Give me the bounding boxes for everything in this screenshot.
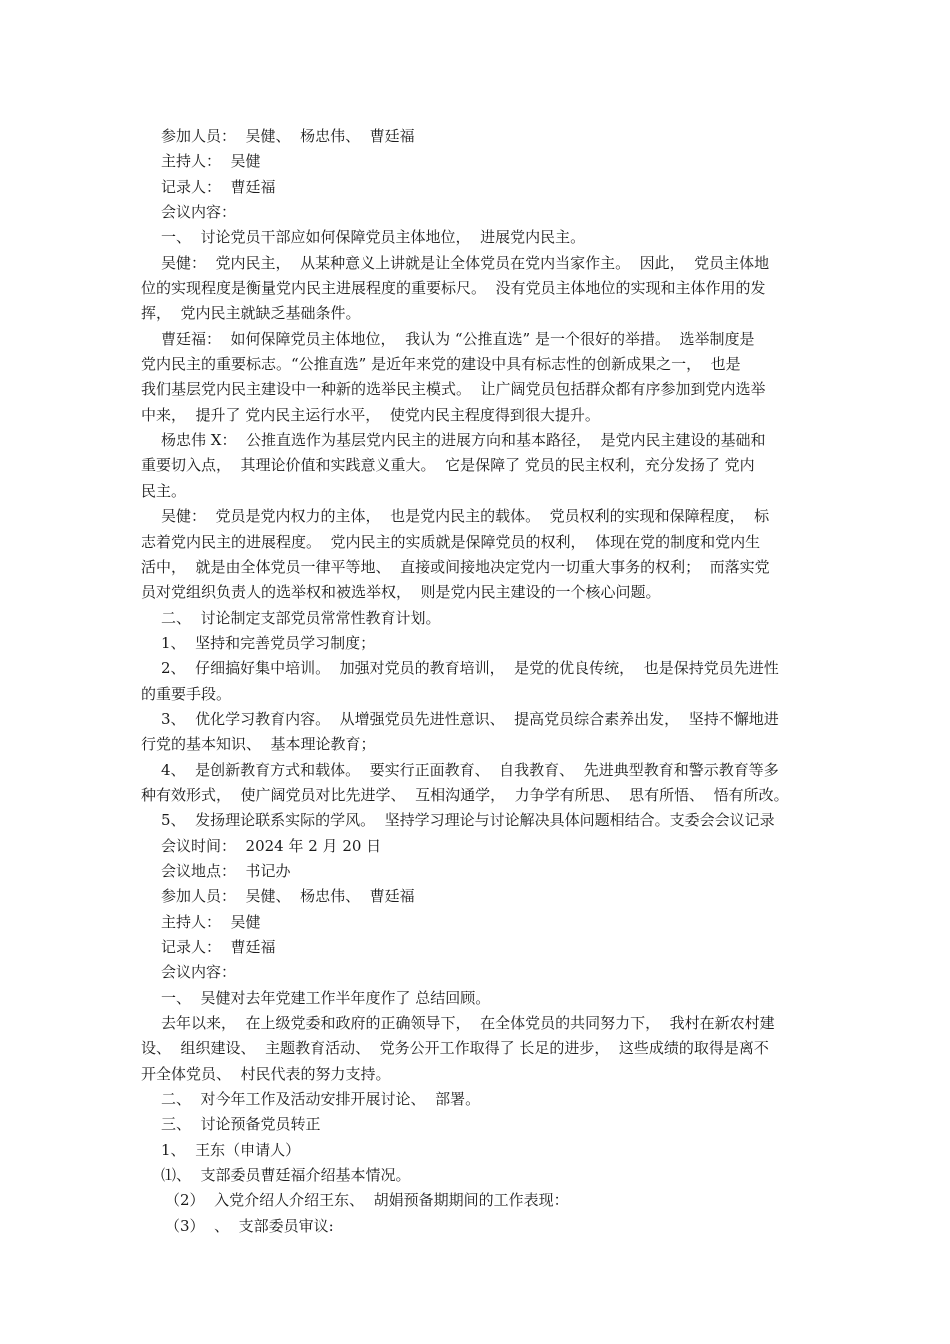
document-line: 我们基层党内民主建设中一种新的选举民主模式。 让广阔党员包括群众都有序参加到党内选举 xyxy=(141,380,766,399)
document-line: 会议内容： xyxy=(161,963,237,982)
document-line: 志着党内民主的进展程度。 党内民主的实质就是保障党员的权利， 体现在党的制度和党内生 xyxy=(141,532,761,551)
document-line: 去年以来， 在上级党委和政府的正确领导下， 在全体党员的共同努力下， 我村在新农村建 xyxy=(161,1014,775,1033)
document-line: 二、 讨论制定支部党员常常性教育计划。 xyxy=(161,608,441,627)
document-line: 4、 是创新教育方式和载体。 要实行正面教育、 自我教育、 先进典型教育和警示教育等多 xyxy=(161,760,779,779)
document-line: 会议地点： 书记办 xyxy=(161,861,291,880)
document-line: 一、 讨论党员干部应如何保障党员主体地位， 进展党内民主。 xyxy=(161,228,586,247)
document-line: 吴健： 党内民主， 从某种意义上讲就是让全体党员在党内当家作主。 因此， 党员主体地 xyxy=(161,253,770,272)
document-line: 参加人员： 吴健、 杨忠伟、 曹廷福 xyxy=(161,127,415,145)
document-line: 行党的基本知识、 基本理论教育； xyxy=(141,735,376,754)
document-line: 曹廷福： 如何保障党员主体地位， 我认为 “公推直选” 是一个很好的举措。 选举制度是 xyxy=(161,329,755,348)
document-line: 活中， 就是由全体党员一律平等地、 直接或间接地决定党内一切重大事务的权利； 而落实党 xyxy=(141,557,770,576)
meeting-minutes-document xyxy=(141,124,809,1239)
document-line: 主持人： 吴健 xyxy=(161,912,261,931)
document-line: 1、 王东（申请人） xyxy=(161,1140,301,1159)
document-line: 5、 发扬理论联系实际的学风。 坚持学习理论与讨论解决具体问题相结合。支委会会议记录 xyxy=(161,811,775,830)
document-line: 2、 仔细搞好集中培训。 加强对党员的教育培训， 是党的优良传统， 也是保持党员先进性 xyxy=(161,659,779,678)
document-line: （2） 入党介绍人介绍王东、 胡娟预备期期间的工作表现： xyxy=(165,1191,569,1210)
document-line: 种有效形式， 使广阔党员对比先进学、 互相沟通学， 力争学有所思、 思有所悟、 悟有所改。 xyxy=(141,785,789,804)
document-line: 重要切入点， 其理论价值和实践意义重大。 它是保障了 党员的民主权利，充分发扬了 党内 xyxy=(141,456,755,475)
document-line: 开全体党员、 村民代表的努力支持。 xyxy=(141,1064,391,1083)
document-line: 记录人： 曹廷福 xyxy=(161,938,276,956)
document-line: 设、 组织建设、 主题教育活动、 党务公开工作取得了 长足的进步， 这些成绩的取得是离不 xyxy=(141,1039,769,1058)
document-line: 一、 吴健对去年党建工作半年度作了 总结回顾。 xyxy=(161,988,491,1007)
document-line: 1、 坚持和完善党员学习制度； xyxy=(161,633,376,652)
document-line: 会议时间： 2024 年 2 月 20 日 xyxy=(161,836,382,855)
document-line: 民主。 xyxy=(141,481,187,500)
document-line: 会议内容： xyxy=(161,203,237,222)
document-line: 中来， 提升了 党内民主运行水平， 使党内民主程度得到很大提升。 xyxy=(141,405,600,424)
document-line: 记录人： 曹廷福 xyxy=(161,177,276,196)
document-line: 参加人员： 吴健、 杨忠伟、 曹廷福 xyxy=(161,887,415,906)
document-line: ⑴、 支部委员曹廷福介绍基本情况。 xyxy=(161,1166,411,1185)
document-line: 位的实现程度是衡量党内民主进展程度的重要标尺。 没有党员主体地位的实现和主体作用的发 xyxy=(141,279,766,298)
document-line: 3、 优化学习教育内容。 从增强党员先进性意识、 提高党员综合素养出发， 坚持不懈地进 xyxy=(161,709,779,728)
document-line: 主持人： 吴健 xyxy=(161,152,261,171)
document-line: 的重要手段。 xyxy=(141,684,232,703)
document-line: （3） 、 支部委员审议: xyxy=(165,1216,334,1235)
document-line: 三、 讨论预备党员转正 xyxy=(161,1115,321,1134)
document-line: 挥， 党内民主就缺乏基础条件。 xyxy=(141,304,361,323)
document-line: 杨忠伟 X： 公推直选作为基层党内民主的进展方向和基本路径， 是党内民主建设的基础和 xyxy=(161,431,766,450)
document-line: 吴健： 党员是党内权力的主体， 也是党内民主的载体。 党员权利的实现和保障程度， 标 xyxy=(161,507,770,526)
document-line: 党内民主的重要标志。“公推直选” 是近年来党的建设中具有标志性的创新成果之一， 也是 xyxy=(141,355,741,374)
document-line: 员对党组织负责人的选举权和被选举权， 则是党内民主建设的一个核心问题。 xyxy=(141,583,661,602)
document-line: 二、 对今年工作及活动安排开展讨论、 部署。 xyxy=(161,1090,481,1109)
